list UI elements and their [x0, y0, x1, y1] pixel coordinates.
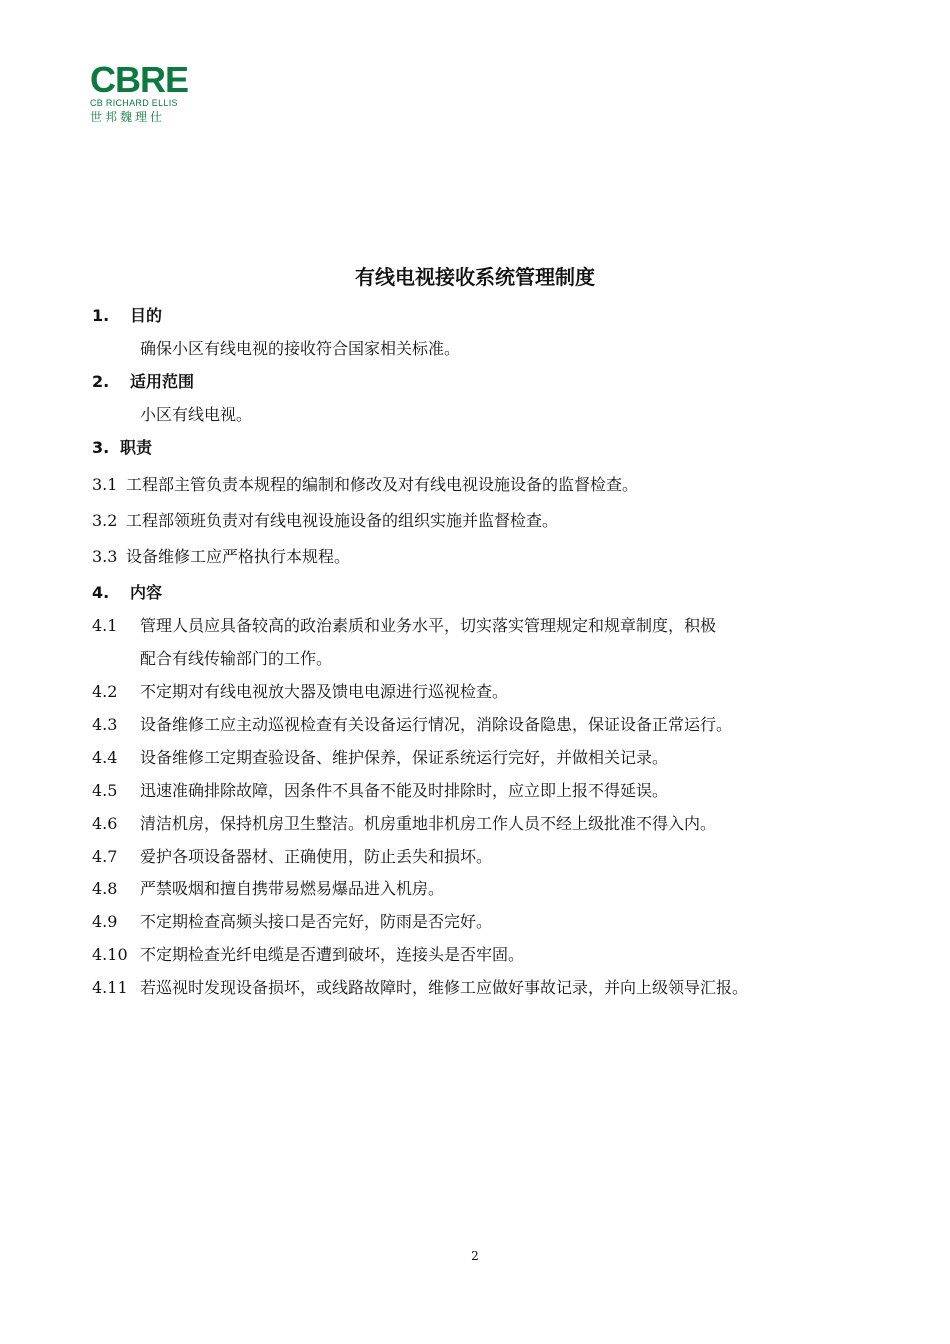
section-body-1: 确保小区有线电视的接收符合国家相关标准。	[140, 339, 461, 358]
list-item-3-2	[92, 509, 558, 533]
section-body-2: 小区有线电视。	[140, 405, 253, 424]
logo-subtitle: CB RICHARD ELLIS	[90, 98, 178, 108]
item-number: 3.2	[92, 511, 118, 530]
list-item-4-7	[92, 845, 492, 869]
item-number: 4.3	[92, 715, 118, 734]
list-item-4-1	[92, 614, 716, 638]
item-text: 工程部领班负责对有线电视设施设备的组织实施并监督检查。	[126, 511, 559, 530]
section-heading-4	[92, 581, 162, 605]
item-text: 设备维修工应主动巡视检查有关设备运行情况，消除设备隐患，保证设备正常运行。	[140, 715, 733, 734]
list-item-4-10	[92, 943, 524, 967]
item-number: 4.8	[92, 879, 118, 898]
item-number: 4.6	[92, 814, 118, 833]
item-text: 不定期检查高频头接口是否完好，防雨是否完好。	[140, 912, 493, 931]
logo-mark: CBRE	[90, 59, 189, 100]
company-logo	[90, 59, 200, 125]
list-item-4-9	[92, 910, 492, 934]
item-text: 设备维修工应严格执行本规程。	[126, 547, 351, 566]
list-item-3-1	[92, 473, 638, 497]
item-text: 爱护各项设备器材、正确使用，防止丢失和损坏。	[140, 847, 493, 866]
section-number: 2.	[92, 372, 110, 391]
list-item-4-3	[92, 713, 732, 737]
item-number: 3.3	[92, 547, 118, 566]
section-heading-3	[92, 436, 152, 460]
item-number: 4.4	[92, 748, 118, 767]
section-number: 3.	[92, 438, 110, 457]
list-item-4-8	[92, 877, 444, 901]
list-item-4-4	[92, 746, 668, 770]
item-number: 4.1	[92, 616, 118, 635]
list-item-4-1-continuation: 配合有线传输部门的工作。	[140, 649, 333, 668]
list-item-3-3	[92, 545, 350, 569]
item-text: 严禁吸烟和擅自携带易燃易爆品进入机房。	[140, 879, 445, 898]
item-number: 4.11	[92, 978, 128, 997]
section-title: 目的	[130, 306, 163, 325]
item-number: 4.2	[92, 682, 118, 701]
list-item-4-2	[92, 680, 508, 704]
item-number: 4.7	[92, 847, 118, 866]
section-title: 内容	[130, 583, 163, 602]
item-number: 4.9	[92, 912, 118, 931]
item-text: 工程部主管负责本规程的编制和修改及对有线电视设施设备的监督检查。	[126, 475, 639, 494]
section-number: 4.	[92, 583, 110, 602]
logo-chinese-name: 世邦魏理仕	[90, 110, 166, 124]
item-text: 设备维修工定期查验设备、维护保养，保证系统运行完好，并做相关记录。	[140, 748, 669, 767]
list-item-4-6	[92, 812, 716, 836]
item-number: 4.5	[92, 781, 118, 800]
page-number: 2	[471, 1249, 479, 1263]
list-item-4-5	[92, 779, 668, 803]
section-number: 1.	[92, 306, 110, 325]
section-title: 适用范围	[130, 372, 195, 391]
item-text: 清洁机房，保持机房卫生整洁。机房重地非机房工作人员不经上级批准不得入内。	[140, 814, 717, 833]
list-item-4-11	[92, 976, 748, 1000]
item-text: 管理人员应具备较高的政治素质和业务水平，切实落实管理规定和规章制度，积极	[140, 616, 717, 635]
item-number: 4.10	[92, 945, 128, 964]
section-title: 职责	[120, 438, 153, 457]
section-heading-2	[92, 370, 194, 394]
section-heading-1	[92, 304, 162, 328]
item-text: 若巡视时发现设备损坏，或线路故障时，维修工应做好事故记录，并向上级领导汇报。	[140, 978, 749, 997]
item-text: 不定期检查光纤电缆是否遭到破坏，连接头是否牢固。	[140, 945, 525, 964]
document-title: 有线电视接收系统管理制度	[355, 265, 595, 289]
item-text: 迅速准确排除故障，因条件不具备不能及时排除时，应立即上报不得延误。	[140, 781, 669, 800]
item-number: 3.1	[92, 475, 118, 494]
item-text: 不定期对有线电视放大器及馈电电源进行巡视检查。	[140, 682, 509, 701]
